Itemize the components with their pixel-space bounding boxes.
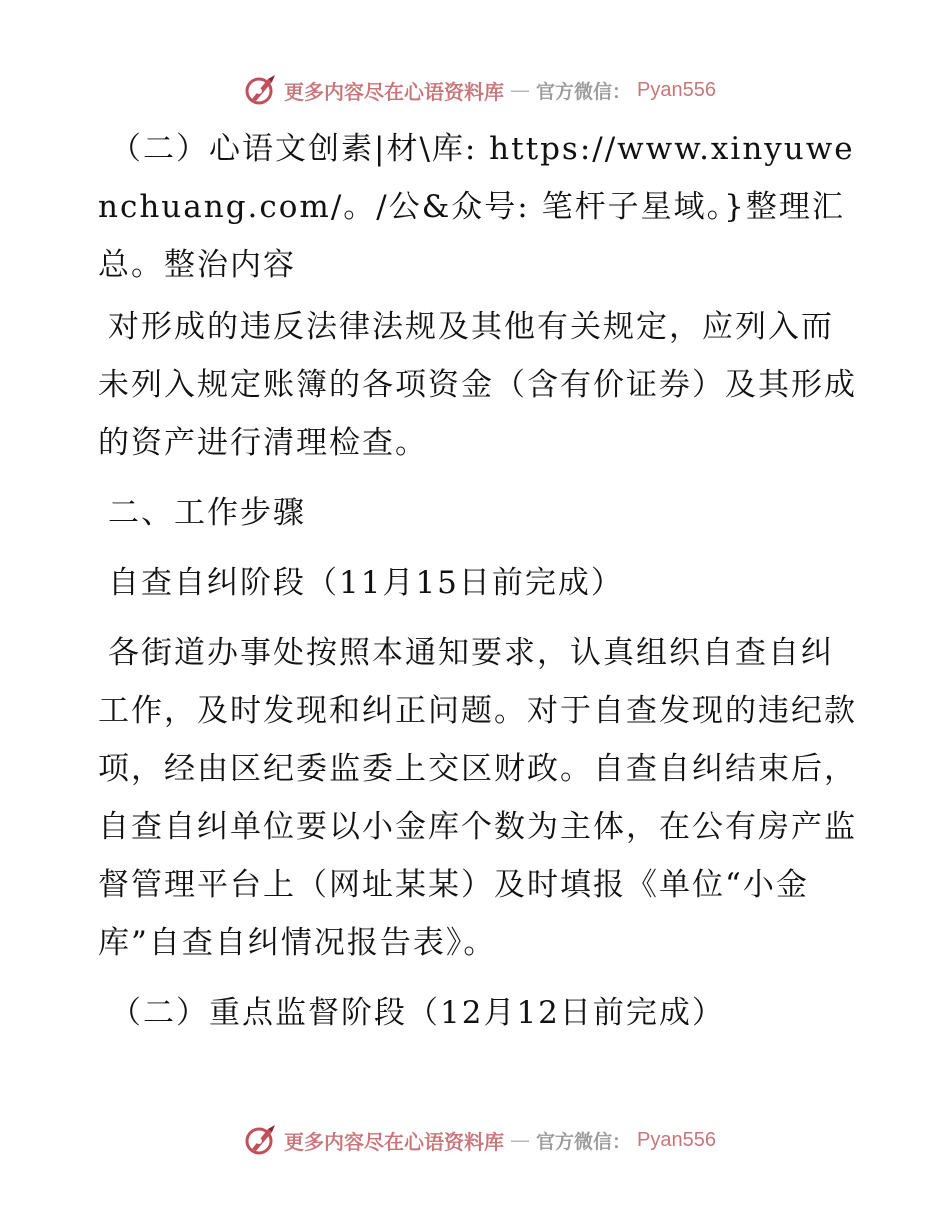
footer-watermark-content <box>244 1123 716 1157</box>
brand-text: 更多内容尽在心语资料库 <box>284 79 504 104</box>
brand-dash: — <box>510 78 530 102</box>
paragraph-source-and-scope: （二）心语文创素|材\库: https://www.xinyuwenchuang.com/。/公&众号: 笔杆子星域。}整理汇总。整治内容 <box>98 131 855 283</box>
official-wechat-label: 官方微信： <box>536 80 632 103</box>
paragraph-scope-details: 对形成的违反法律法规及其他有关规定，应列入而未列入规定账簿的各项资金（含有价证券）及其形成的资产进行清理检查。 <box>98 309 857 461</box>
brand-dash: — <box>510 1128 530 1152</box>
brand-text: 更多内容尽在心语资料库 <box>284 1129 504 1154</box>
footer-watermark-banner <box>0 1118 950 1162</box>
official-wechat-label: 官方微信： <box>536 1130 632 1153</box>
subheading-key-supervision-stage: （二）重点监督阶段（12月12日前完成） <box>110 995 725 1031</box>
quill-pen-logo-icon <box>244 1123 278 1157</box>
section-heading-work-steps: 二、工作步骤 <box>108 495 306 531</box>
wechat-id: Pyan556 <box>637 78 716 101</box>
wechat-id: Pyan556 <box>637 1128 716 1151</box>
quill-pen-logo-icon <box>244 73 278 107</box>
header-watermark-content <box>244 73 716 107</box>
paragraph-self-inspection-details: 各街道办事处按照本通知要求，认真组织自查自纠工作，及时发现和纠正问题。对于自查发现的违纪款项，经由区纪委监委上交区财政。自查自纠结束后，自查自纠单位要以小金库个数为主体，在公有房产监督管理平台上（网址某某）及时填报《单位“小金库”自查自纠情况报告表》。 <box>98 635 857 961</box>
document-body <box>98 120 858 1042</box>
subheading-self-inspection-stage: 自查自纠阶段（11月15日前完成） <box>108 565 624 601</box>
header-watermark-banner <box>0 68 950 112</box>
